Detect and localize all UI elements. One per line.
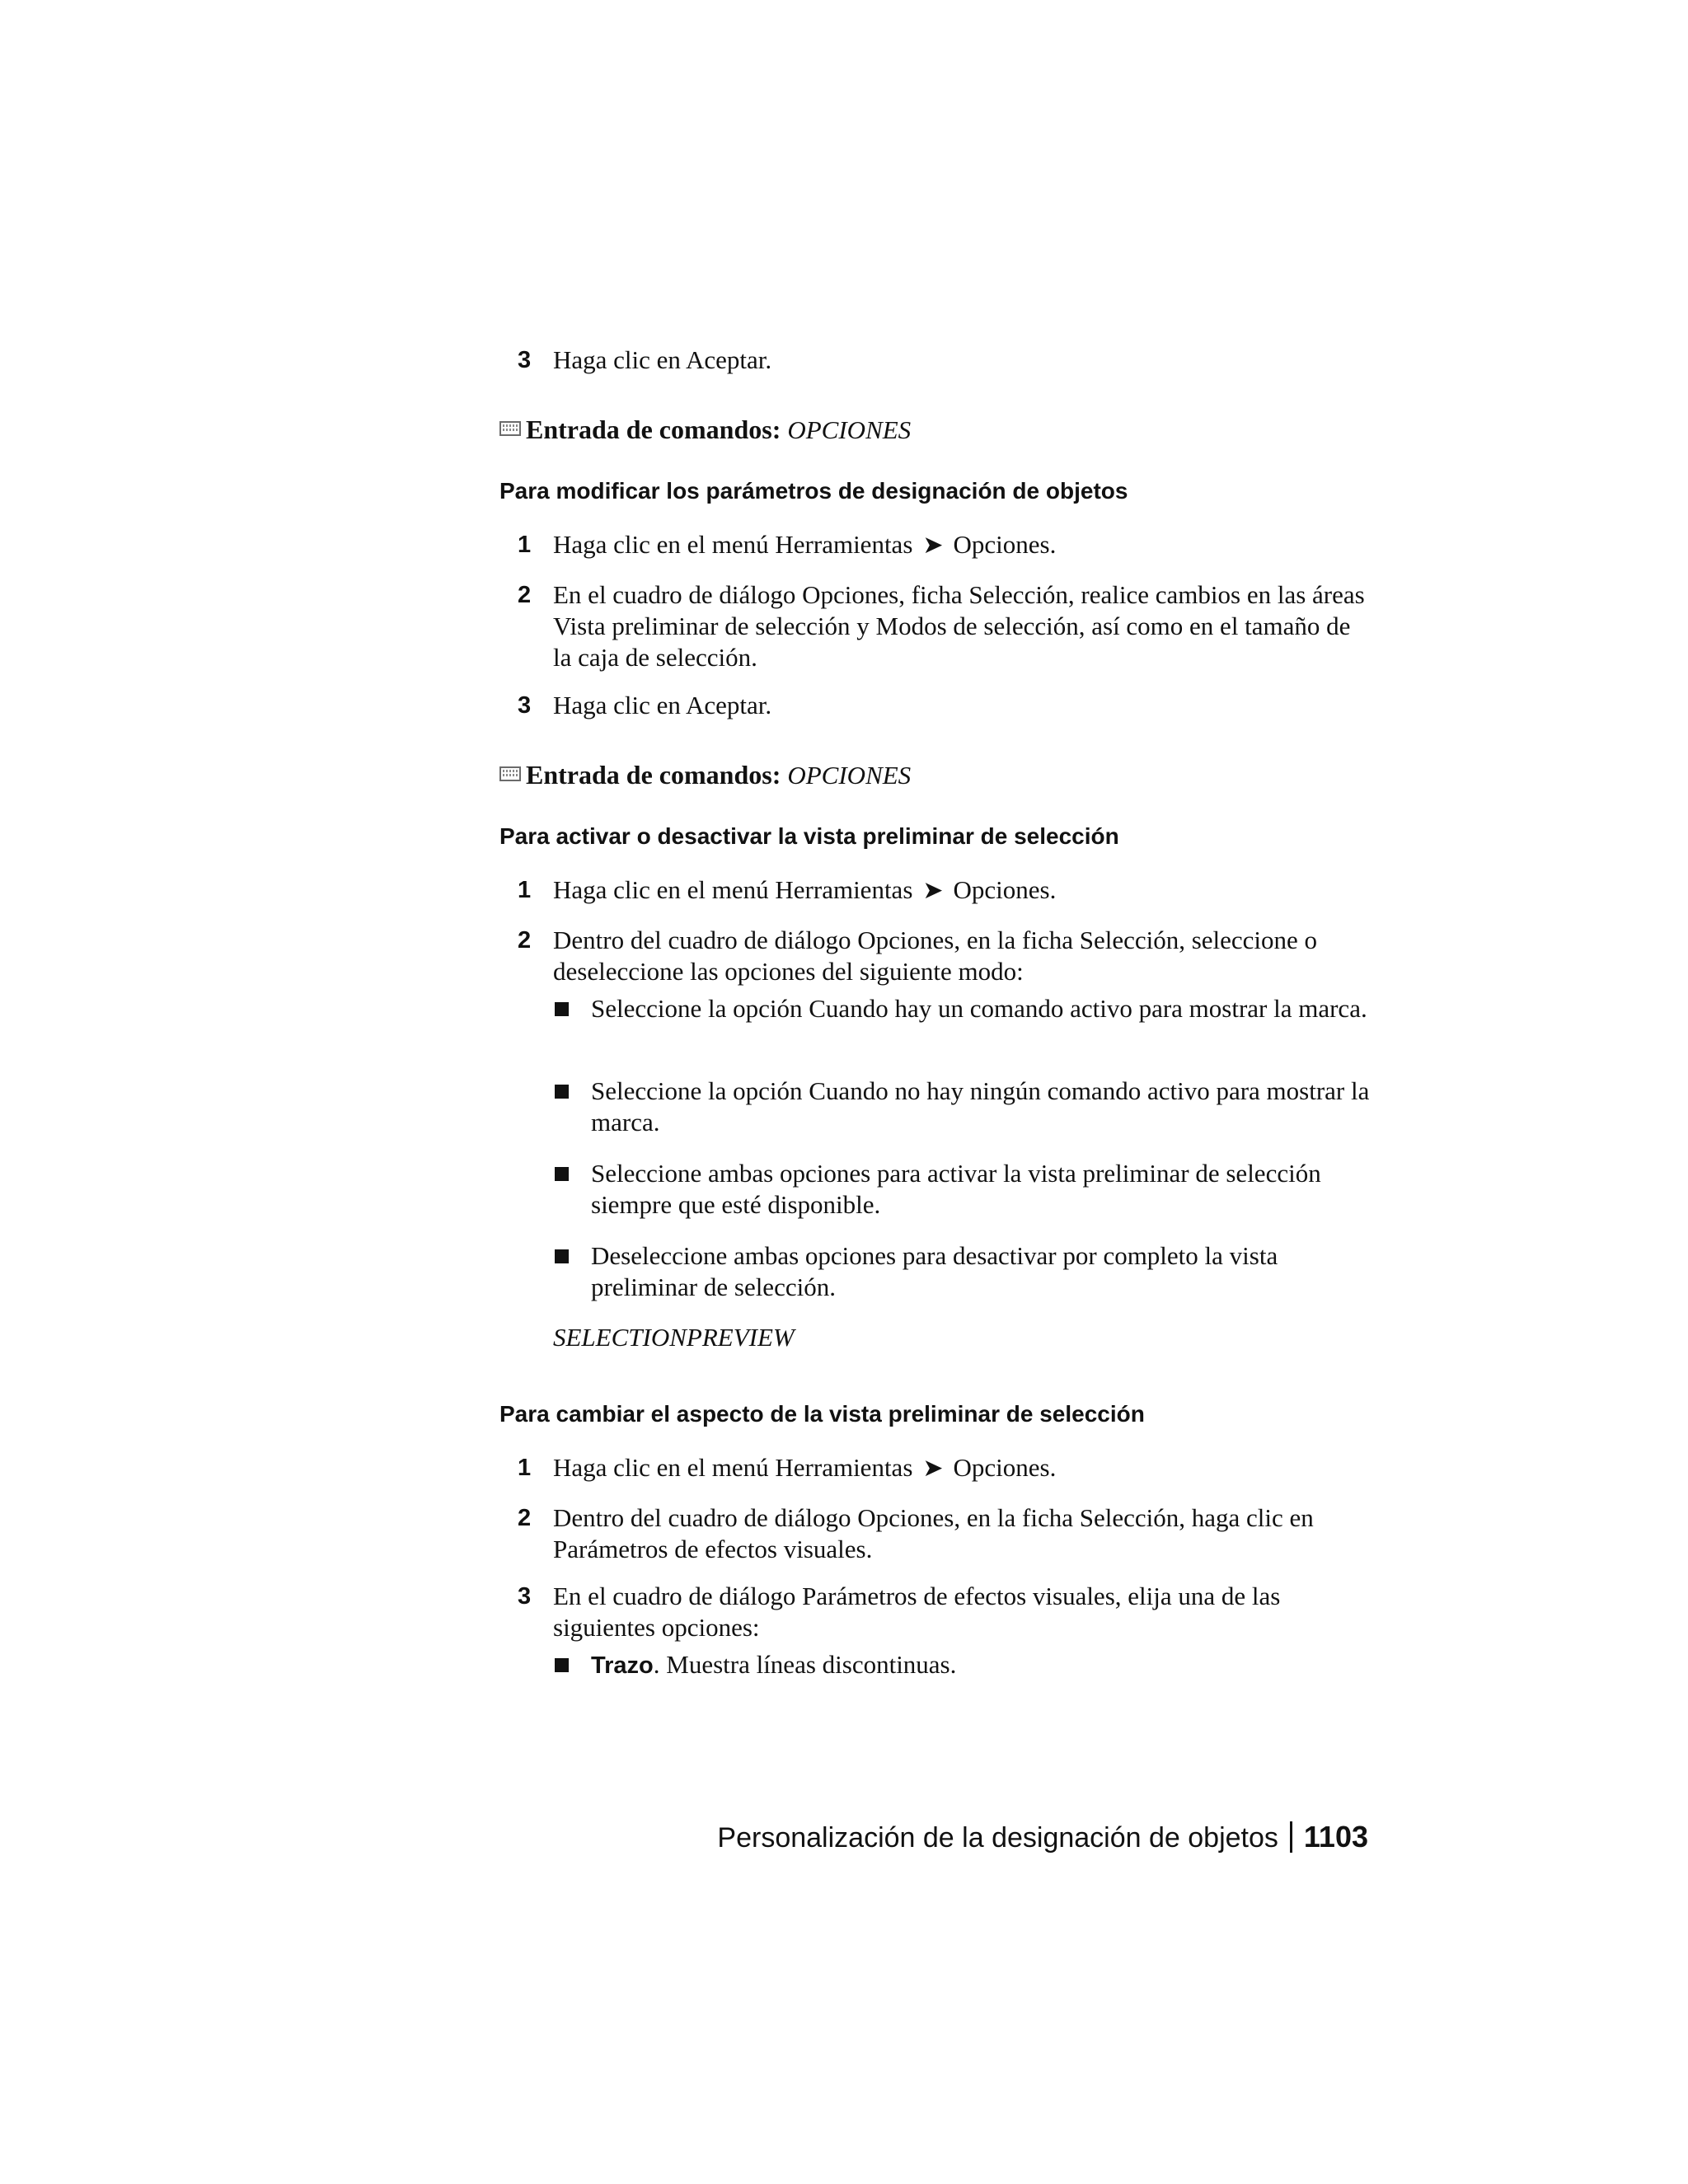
step-text <box>553 1452 1375 1484</box>
list-item-text: Seleccione la opción Cuando no hay ningún comando activo para mostrar la marca. <box>591 1076 1370 1137</box>
list-item <box>553 1649 1377 1681</box>
step-text-before: Haga clic en el menú Herramientas <box>553 530 913 559</box>
step-text: Haga clic en Aceptar. <box>553 345 772 374</box>
list-item <box>553 1240 1377 1303</box>
step-number: 2 <box>518 1505 532 1531</box>
step-item <box>518 529 1375 561</box>
list-item-text: Seleccione ambas opciones para activar la vista preliminar de selección siempre que esté disponible. <box>591 1159 1321 1219</box>
step-item <box>518 579 1375 673</box>
list-item-text <box>591 1649 1377 1681</box>
option-term: Trazo <box>591 1652 654 1679</box>
menu-arrow-icon: ➤ <box>922 531 944 560</box>
step-item <box>518 1581 1375 1643</box>
list-item-text: Seleccione la opción Cuando hay un comando activo para mostrar la marca. <box>591 994 1367 1023</box>
step-text: En el cuadro de diálogo Opciones, ficha Selección, realice cambios en las áreas Vista preliminar de selección y Modos de selección, así como en el tamaño de la caja de selección. <box>553 580 1365 672</box>
footer-title: Personalización de la designación de objetos <box>717 1822 1278 1854</box>
step-number: 1 <box>518 1455 532 1481</box>
step-number: 1 <box>518 532 532 558</box>
step-text <box>553 529 1375 561</box>
step-number: 1 <box>518 877 532 903</box>
step-item <box>518 690 1375 721</box>
page-footer <box>717 1820 1368 1855</box>
step-text-before: Haga clic en el menú Herramientas <box>553 875 913 904</box>
command-entry <box>499 759 911 791</box>
step-text: Dentro del cuadro de diálogo Opciones, en la ficha Selección, haga clic en Parámetros de efectos visuales. <box>553 1503 1314 1563</box>
menu-arrow-icon: ➤ <box>922 876 944 905</box>
section-heading: Para modificar los parámetros de designación de objetos <box>499 478 1128 504</box>
step-item <box>518 1452 1375 1484</box>
bullet-square-icon <box>555 1002 569 1016</box>
step-text: Dentro del cuadro de diálogo Opciones, en la ficha Selección, seleccione o deseleccione las opciones del siguiente modo: <box>553 926 1318 986</box>
step-item <box>518 874 1375 907</box>
footer-separator <box>1290 1821 1292 1853</box>
system-variable: SELECTIONPREVIEW <box>553 1323 795 1352</box>
step-text <box>553 874 1375 907</box>
step-text: Haga clic en Aceptar. <box>553 691 772 719</box>
step-item <box>518 925 1375 987</box>
keyboard-icon <box>499 766 521 781</box>
step-number: 3 <box>518 347 532 373</box>
command-entry-label: Entrada de comandos: <box>526 415 781 444</box>
command-entry <box>499 414 911 446</box>
step-text-before: Haga clic en el menú Herramientas <box>553 1453 913 1482</box>
step-number: 2 <box>518 927 532 954</box>
option-description: . Muestra líneas discontinuas. <box>653 1650 957 1679</box>
section-heading: Para activar o desactivar la vista preliminar de selección <box>499 823 1119 849</box>
bullet-square-icon <box>555 1085 569 1099</box>
bullet-square-icon <box>555 1658 569 1672</box>
keyboard-icon <box>499 421 521 436</box>
list-item <box>553 993 1377 1024</box>
step-text-after: Opciones. <box>953 875 1057 904</box>
section-heading: Para cambiar el aspecto de la vista preliminar de selección <box>499 1401 1145 1427</box>
step-item <box>518 1502 1375 1565</box>
command-entry-value: OPCIONES <box>787 415 912 444</box>
command-entry-label: Entrada de comandos: <box>526 760 781 790</box>
step-number: 2 <box>518 582 532 608</box>
step-text-after: Opciones. <box>953 1453 1057 1482</box>
bullet-square-icon <box>555 1167 569 1181</box>
step-number: 3 <box>518 692 532 719</box>
list-item-text: Deseleccione ambas opciones para desactivar por completo la vista preliminar de selección. <box>591 1241 1278 1301</box>
menu-arrow-icon: ➤ <box>922 1454 944 1483</box>
step-text: En el cuadro de diálogo Parámetros de efectos visuales, elija una de las siguientes opciones: <box>553 1582 1281 1642</box>
step-text-after: Opciones. <box>953 530 1057 559</box>
list-item <box>553 1076 1377 1138</box>
command-entry-value: OPCIONES <box>787 761 912 790</box>
page-number: 1103 <box>1303 1820 1368 1854</box>
step-item <box>518 344 1375 376</box>
list-item <box>553 1158 1377 1221</box>
bullet-square-icon <box>555 1249 569 1263</box>
step-number: 3 <box>518 1583 532 1610</box>
